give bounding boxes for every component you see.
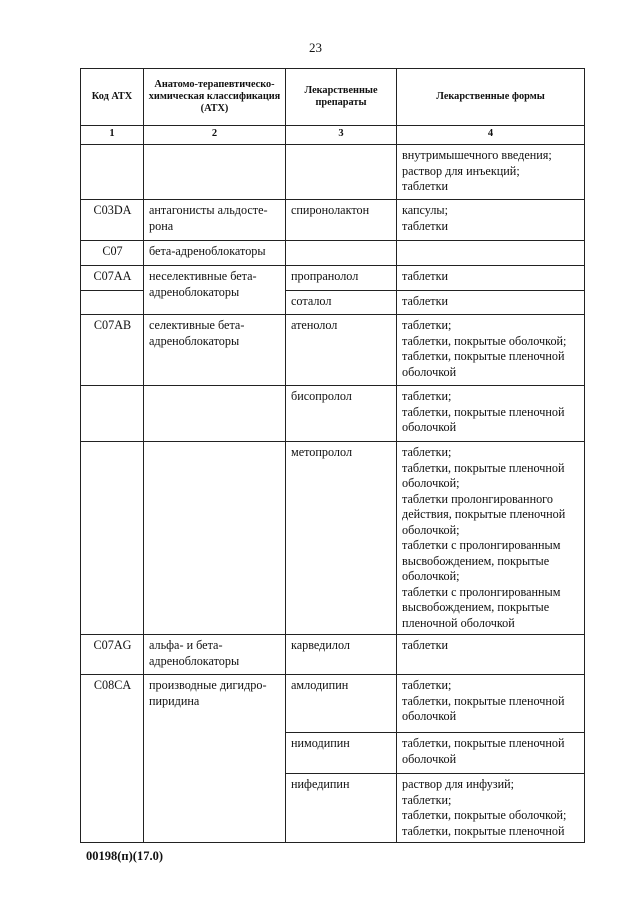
class-cell: производные дигидро- пиридина	[144, 675, 286, 843]
drug-cell: карведилол	[286, 635, 397, 675]
code-cell	[81, 145, 144, 200]
table-row	[81, 635, 585, 675]
forms-cell: капсулы; таблетки	[397, 200, 585, 241]
drug-cell: метопролол	[286, 442, 397, 635]
table-row	[81, 241, 585, 266]
drug-cell: пропранолол	[286, 266, 397, 291]
column-number: 2	[144, 126, 286, 145]
forms-cell: таблетки, покрытые пленочной оболочкой	[397, 733, 585, 774]
header-classification: Анатомо-терапевтическо-химическая классификация (АТХ)	[144, 69, 286, 126]
column-number: 1	[81, 126, 144, 145]
class-cell: антагонисты альдосте- рона	[144, 200, 286, 241]
drug-cell: соталол	[286, 291, 397, 315]
code-cell: C03DA	[81, 200, 144, 241]
table-row	[81, 145, 585, 200]
forms-cell	[397, 241, 585, 266]
code-cell	[81, 386, 144, 442]
table-row	[81, 386, 585, 442]
class-cell	[144, 442, 286, 635]
code-cell	[81, 291, 144, 315]
class-cell: бета-адреноблокаторы	[144, 241, 286, 266]
drug-cell: амлодипин	[286, 675, 397, 733]
forms-cell: таблетки; таблетки, покрытые пленочной оболочкой	[397, 675, 585, 733]
drug-cell: атенолол	[286, 315, 397, 386]
class-cell	[144, 145, 286, 200]
drug-cell	[286, 145, 397, 200]
forms-cell: таблетки; таблетки, покрытые пленочной оболочкой; таблетки пролонгированного действия, покрытые пленочной оболочкой; таблетки с пролонгированным высвобождением, покрытые оболочкой; таблетки с пролонгированным высвобождением, покрытые пленочной оболочкой	[397, 442, 585, 635]
class-cell: неселективные бета- адреноблокаторы	[144, 266, 286, 315]
forms-cell: таблетки	[397, 635, 585, 675]
header-forms: Лекарственные формы	[397, 69, 585, 126]
table-row	[81, 266, 585, 291]
document-code: 00198(п)(17.0)	[86, 849, 163, 863]
drug-cell: нимодипин	[286, 733, 397, 774]
table-row	[81, 442, 585, 635]
forms-cell: раствор для инфузий; таблетки; таблетки, покрытые оболочкой; таблетки, покрытые пленочной	[397, 774, 585, 843]
table-header-row	[81, 69, 585, 126]
code-cell: C08CA	[81, 675, 144, 843]
code-cell: C07AG	[81, 635, 144, 675]
drug-cell: спиронолактон	[286, 200, 397, 241]
drug-cell: бисопролол	[286, 386, 397, 442]
header-drugs: Лекарственные препараты	[286, 69, 397, 126]
code-cell	[81, 442, 144, 635]
table-row	[81, 675, 585, 733]
forms-cell: таблетки; таблетки, покрытые оболочкой; таблетки, покрытые пленочной оболочкой	[397, 315, 585, 386]
table-row	[81, 200, 585, 241]
column-number: 3	[286, 126, 397, 145]
column-number: 4	[397, 126, 585, 145]
header-code: Код АТХ	[81, 69, 144, 126]
page-number: 23	[309, 40, 322, 55]
drug-cell: нифедипин	[286, 774, 397, 843]
atx-table	[80, 68, 585, 843]
forms-cell: таблетки; таблетки, покрытые пленочной оболочкой	[397, 386, 585, 442]
column-numbers-row	[81, 126, 585, 145]
drug-cell	[286, 241, 397, 266]
class-cell: альфа- и бета- адреноблокаторы	[144, 635, 286, 675]
forms-cell: таблетки	[397, 291, 585, 315]
table-row	[81, 315, 585, 386]
class-cell: селективные бета- адреноблокаторы	[144, 315, 286, 386]
code-cell: C07	[81, 241, 144, 266]
code-cell: C07AA	[81, 266, 144, 291]
forms-cell: таблетки	[397, 266, 585, 291]
code-cell: C07AB	[81, 315, 144, 386]
forms-cell: внутримышечного введения; раствор для инъекций; таблетки	[397, 145, 585, 200]
class-cell	[144, 386, 286, 442]
